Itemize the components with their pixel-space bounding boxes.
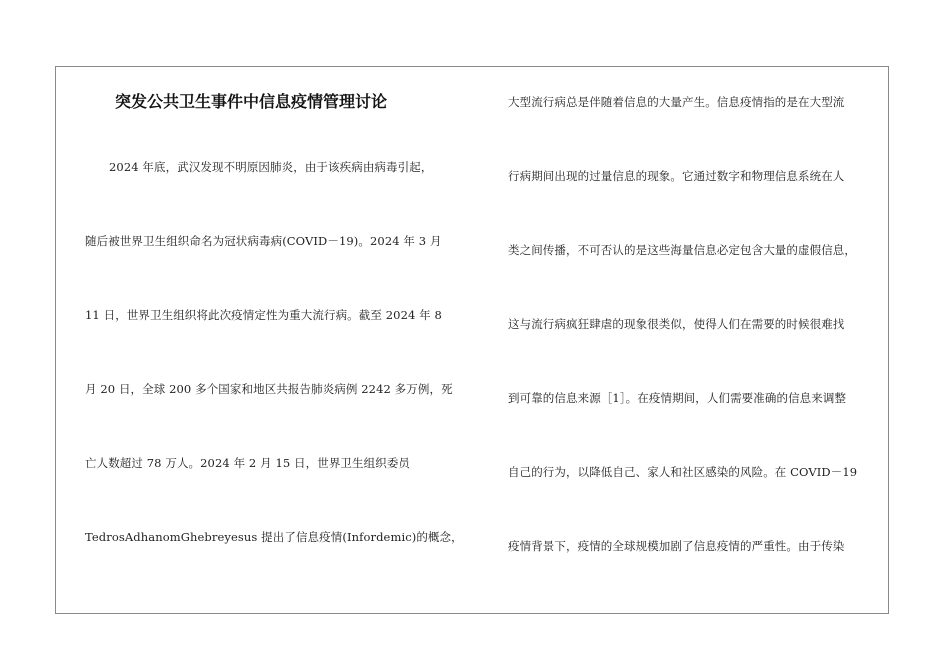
paragraph-line: 行病期间出现的过量信息的现象。它通过数字和物理信息系统在人 — [508, 169, 845, 183]
document-title: 突发公共卫生事件中信息疫情管理讨论 — [115, 92, 388, 111]
paragraph-line: 这与流行病疯狂肆虐的现象很类似，使得人们在需要的时候很难找 — [508, 317, 845, 331]
paragraph-line: 大型流行病总是伴随着信息的大量产生。信息疫情指的是在大型流 — [508, 95, 845, 109]
paragraph-line: 亡人数超过 78 万人。2024 年 2 月 15 日，世界卫生组织委员 — [85, 456, 411, 470]
document-page — [55, 66, 889, 614]
paragraph-line: 随后被世界卫生组织命名为冠状病毒病(COVID－19)。2024 年 3 月 — [85, 234, 442, 248]
paragraph-line: 疫情背景下，疫情的全球规模加剧了信息疫情的严重性。由于传染 — [508, 539, 845, 553]
paragraph-line: 2024 年底，武汉发现不明原因肺炎，由于该疾病由病毒引起， — [109, 160, 433, 174]
paragraph-line: 自己的行为，以降低自己、家人和社区感染的风险。在 COVID－19 — [508, 465, 858, 479]
paragraph-line: TedrosAdhanomGhebreyesus 提出了信息疫情(Infordemic)的概念， — [85, 530, 463, 544]
paragraph-line: 类之间传播，不可否认的是这些海量信息必定包含大量的虚假信息， — [508, 243, 856, 257]
paragraph-line: 到可靠的信息来源［1］。在疫情期间，人们需要准确的信息来调整 — [508, 391, 847, 405]
paragraph-line: 11 日，世界卫生组织将此次疫情定性为重大流行病。截至 2024 年 8 — [85, 308, 442, 322]
paragraph-line: 月 20 日，全球 200 多个国家和地区共报告肺炎病例 2242 多万例，死 — [85, 382, 453, 396]
